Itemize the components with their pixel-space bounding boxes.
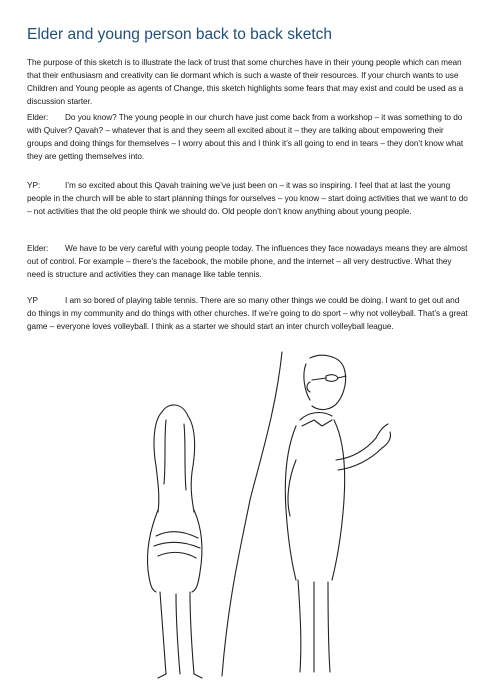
dialogue-text: I’m so excited about this Qavah training we’ve just been on – it was so inspiring. I feel that at last the young people in the church will be able to start planning things for ourselves – you know – start doing activities that we want to do – not activities that the old people think we should do. Old people don’t know anything about young people. (27, 181, 468, 216)
dialogue-yp-1 (27, 180, 469, 219)
intro-paragraph: The purpose of this sketch is to illustrate the lack of trust that some churches have in their young people which can mean that their enthusiasm and creativity can lie dormant which is such a waste of their resources. If your church wants to use Children and Young people as agents of Change, this sketch highlights some fears that may exist and could be used as a discussion starter. (27, 58, 464, 106)
speaker-label: YP (27, 296, 38, 305)
speaker-label: YP: (27, 181, 41, 190)
dialogue-elder-1 (27, 112, 469, 164)
dialogue-yp-2 (27, 295, 469, 334)
dialogue-text: Do you know? The young people in our church have just come back from a workshop – it was something to do with Quiver? Qavah? – whatever that is and they seem all excited about it – they are talking about empowering their groups and doing things for themselves – I worry about this and I think it’s all going to end in tears – they don’t know what they are getting themselves into. (27, 113, 464, 161)
dialogue-text: I am so bored of playing table tennis. There are so many other things we could be doing. I want to get out and do things in my community and do things with other churches. If we’re going to do sport – why not volleyball. That’s a great game – everyone loves volleyball. I think as a starter we should start an inter church volleyball league. (27, 296, 468, 331)
speaker-label: Elder: (27, 244, 49, 253)
elder-figure (285, 355, 390, 672)
young-person-figure (147, 405, 202, 678)
page-title: Elder and young person back to back sketch (27, 26, 333, 43)
back-to-back-sketch (100, 350, 400, 680)
dialogue-elder-2 (27, 243, 469, 282)
speaker-label: Elder: (27, 113, 49, 122)
dividing-line (222, 352, 282, 676)
dialogue-text: We have to be very careful with young people today. The influences they face nowadays means they are almost out of control. For example – there’s the facebook, the mobile phone, and the internet – all very destructive. What they need is structure and activities they can manage like table tennis. (27, 244, 468, 279)
